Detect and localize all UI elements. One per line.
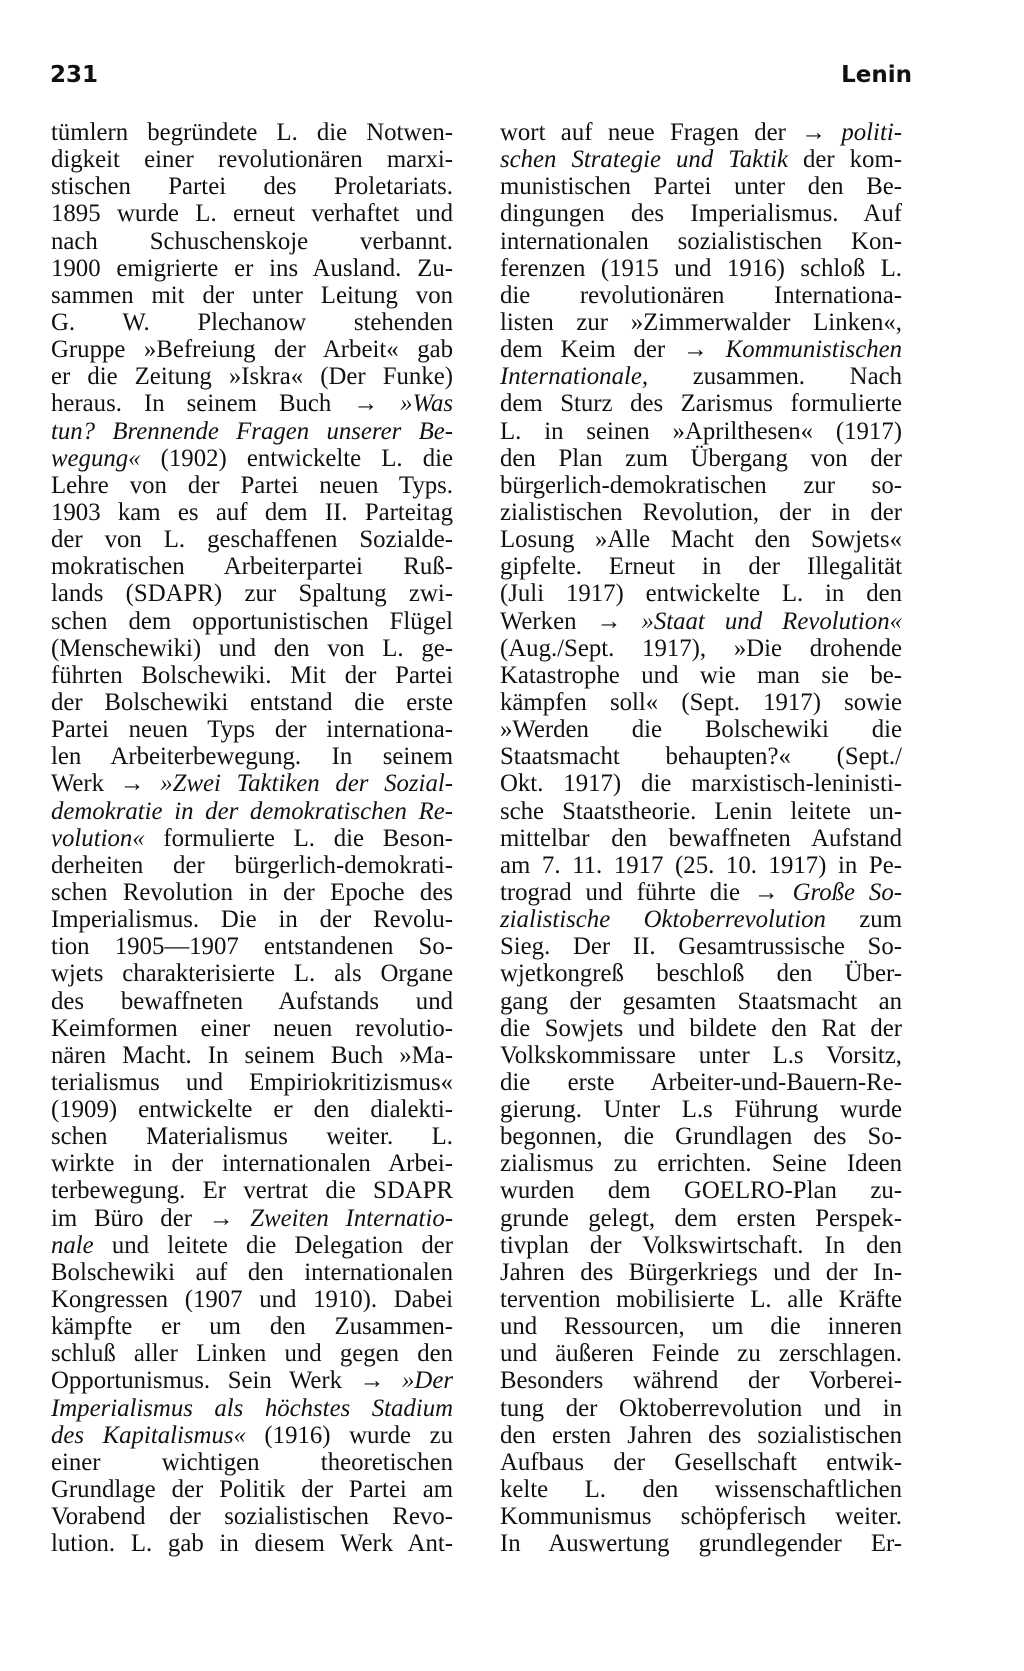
text-run: Katastrophe und wie man sie be- bbox=[500, 661, 902, 689]
text-line bbox=[500, 1367, 902, 1394]
text-line bbox=[51, 526, 453, 553]
text-run: zum bbox=[825, 906, 902, 934]
text-run: (Menschewiki) und den von L. ge- bbox=[51, 634, 453, 662]
text-line bbox=[51, 390, 453, 417]
text-run: Grundlage der Politik der Partei am bbox=[51, 1476, 453, 1504]
text-run: schen Materialismus weiter. L. bbox=[51, 1123, 453, 1151]
text-run: dingungen des Imperialismus. Auf bbox=[500, 200, 902, 228]
italic-run: »Was bbox=[400, 390, 453, 418]
text-run: len Arbeiterbewegung. In seinem bbox=[51, 743, 453, 771]
text-run: 1895 wurde L. erneut verhaftet und bbox=[51, 200, 453, 228]
text-line bbox=[51, 770, 453, 797]
text-line bbox=[500, 879, 902, 906]
text-line bbox=[51, 1367, 453, 1394]
text-run: Lehre von der Partei neuen Typs. bbox=[51, 471, 453, 499]
text-line bbox=[500, 309, 902, 336]
text-line bbox=[51, 1232, 453, 1259]
text-line bbox=[500, 1449, 902, 1476]
text-run: und Ressourcen, um die inneren bbox=[500, 1313, 902, 1341]
text-line bbox=[500, 933, 902, 960]
text-line bbox=[51, 553, 453, 580]
text-line bbox=[51, 1449, 453, 1476]
text-run: In Auswertung grundlegender Er- bbox=[500, 1530, 902, 1558]
text-line bbox=[51, 499, 453, 526]
page-number: 231 bbox=[50, 62, 99, 88]
text-line bbox=[500, 553, 902, 580]
text-run: den Plan zum Übergang von der bbox=[500, 444, 902, 472]
text-line bbox=[500, 852, 902, 879]
text-run: heraus. In seinem Buch → bbox=[51, 390, 401, 418]
text-run: munistischen Partei unter den Be- bbox=[500, 173, 902, 201]
italic-run: tun? Brennende Fragen unserer Be- bbox=[51, 417, 453, 445]
text-run: wjetkongreß beschloß den Über- bbox=[500, 960, 902, 988]
text-line bbox=[500, 1015, 902, 1042]
text-line bbox=[500, 146, 902, 173]
text-column-left bbox=[51, 119, 453, 1557]
text-run: und leitete die Delegation der bbox=[93, 1231, 453, 1259]
text-line bbox=[51, 1286, 453, 1313]
text-line bbox=[500, 228, 902, 255]
text-line bbox=[500, 1286, 902, 1313]
text-run: führten Bolschewiki. Mit der Partei bbox=[51, 661, 453, 689]
text-line bbox=[51, 879, 453, 906]
text-run: die erste Arbeiter-und-Bauern-Re- bbox=[500, 1068, 902, 1096]
text-line bbox=[51, 1150, 453, 1177]
text-run: zusammen. Nach bbox=[648, 363, 902, 391]
text-run: Volkskommissare unter L.s Vorsitz, bbox=[500, 1041, 902, 1069]
page-header bbox=[50, 62, 912, 96]
text-line bbox=[500, 526, 902, 553]
text-run: G. W. Plechanow stehenden bbox=[51, 308, 453, 336]
text-run: begonnen, die Grundlagen des So- bbox=[500, 1123, 902, 1151]
text-run: im Büro der → bbox=[51, 1204, 251, 1232]
text-run: (1916) wurde zu bbox=[245, 1421, 453, 1449]
text-line bbox=[51, 1015, 453, 1042]
text-line bbox=[51, 1476, 453, 1503]
text-run: Kommunismus schöpferisch weiter. bbox=[500, 1503, 902, 1531]
text-run: grunde gelegt, dem ersten Perspek- bbox=[500, 1204, 902, 1232]
text-run: trograd und führte die → bbox=[500, 878, 793, 906]
text-run: zialismus zu errichten. Seine Ideen bbox=[500, 1150, 902, 1178]
text-run: Werken → bbox=[500, 607, 642, 635]
text-line bbox=[51, 608, 453, 635]
text-run: kelte L. den wissenschaftlichen bbox=[500, 1476, 902, 1504]
text-line bbox=[500, 1205, 902, 1232]
text-run: nären Macht. In seinem Buch »Ma- bbox=[51, 1041, 453, 1069]
text-line bbox=[51, 1395, 453, 1422]
text-line bbox=[51, 1503, 453, 1530]
text-run: Gruppe »Befreiung der Arbeit« gab bbox=[51, 336, 453, 364]
text-line bbox=[500, 580, 902, 607]
text-run: schluß aller Linken und gegen den bbox=[51, 1340, 453, 1368]
text-run: Keimformen einer neuen revolutio- bbox=[51, 1014, 453, 1042]
italic-run: wegung« bbox=[51, 444, 141, 472]
text-line bbox=[500, 770, 902, 797]
text-line bbox=[51, 363, 453, 390]
text-line bbox=[51, 418, 453, 445]
italic-run: nale bbox=[51, 1231, 94, 1259]
text-line bbox=[500, 1069, 902, 1096]
text-line bbox=[51, 472, 453, 499]
text-run: Imperialismus. Die in der Revolu- bbox=[51, 906, 453, 934]
text-line bbox=[500, 1422, 902, 1449]
text-line bbox=[51, 255, 453, 282]
text-run: Aufbaus der Gesellschaft entwik- bbox=[500, 1448, 902, 1476]
text-line bbox=[500, 825, 902, 852]
text-line bbox=[51, 282, 453, 309]
text-line bbox=[51, 200, 453, 227]
text-run: (1902) entwickelte L. die bbox=[140, 444, 453, 472]
italic-run: Kommunistischen bbox=[725, 336, 902, 364]
text-line bbox=[500, 445, 902, 472]
italic-run: Imperialismus als höchstes Stadium bbox=[51, 1394, 453, 1422]
text-line bbox=[51, 309, 453, 336]
text-line bbox=[51, 852, 453, 879]
text-run: derheiten der bürgerlich-demokrati- bbox=[51, 851, 453, 879]
text-line bbox=[500, 988, 902, 1015]
text-run: »Werden die Bolschewiki die bbox=[500, 716, 902, 744]
text-run: wort auf neue Fragen der → bbox=[500, 119, 842, 146]
text-line bbox=[500, 1232, 902, 1259]
text-line bbox=[500, 255, 902, 282]
text-run: (1909) entwickelte er den dialekti- bbox=[51, 1096, 453, 1124]
text-run: tung der Oktoberrevolution und in bbox=[500, 1394, 902, 1422]
text-line bbox=[500, 1340, 902, 1367]
text-run: die Sowjets und bildete den Rat der bbox=[500, 1014, 902, 1042]
text-line bbox=[500, 1123, 902, 1150]
text-line bbox=[51, 119, 453, 146]
text-line bbox=[51, 662, 453, 689]
text-run: Sieg. Der II. Gesamtrussische So- bbox=[500, 933, 902, 961]
text-line bbox=[51, 336, 453, 363]
text-run: lution. L. gab in diesem Werk Ant- bbox=[51, 1530, 453, 1558]
text-line bbox=[500, 1503, 902, 1530]
text-run: des bewaffneten Aufstands und bbox=[51, 987, 453, 1015]
italic-run: »Zwei Taktiken der Sozial- bbox=[160, 770, 453, 798]
text-run: lands (SDAPR) zur Spaltung zwi- bbox=[51, 580, 453, 608]
text-line bbox=[500, 119, 902, 146]
text-line bbox=[51, 798, 453, 825]
text-line bbox=[500, 743, 902, 770]
text-run: kämpfte er um den Zusammen- bbox=[51, 1313, 453, 1341]
text-line bbox=[51, 445, 453, 472]
text-line bbox=[51, 173, 453, 200]
text-line bbox=[500, 608, 902, 635]
text-run: gang der gesamten Staatsmacht an bbox=[500, 987, 902, 1015]
italic-run: Zweiten Internatio- bbox=[250, 1204, 453, 1232]
text-run: 1900 emigrierte er ins Ausland. Zu- bbox=[51, 254, 453, 282]
text-run: tivplan der Volkswirtschaft. In den bbox=[500, 1231, 902, 1259]
text-run: zialistischen Revolution, der in der bbox=[500, 498, 902, 526]
text-line bbox=[500, 173, 902, 200]
text-line bbox=[500, 336, 902, 363]
running-head: Lenin bbox=[841, 62, 912, 88]
text-line bbox=[500, 1530, 902, 1557]
text-run: terialismus und Empiriokritizismus« bbox=[51, 1068, 453, 1096]
text-run: nach Schuschenskoje verbannt. bbox=[51, 227, 453, 255]
text-line bbox=[51, 716, 453, 743]
text-line bbox=[500, 418, 902, 445]
italic-run: »Der bbox=[402, 1367, 453, 1395]
text-line bbox=[500, 906, 902, 933]
text-line bbox=[500, 499, 902, 526]
text-run: schen dem opportunistischen Flügel bbox=[51, 607, 453, 635]
text-line bbox=[51, 146, 453, 173]
italic-run: »Staat und Revolution« bbox=[641, 607, 902, 635]
text-run: Kongressen (1907 und 1910). Dabei bbox=[51, 1286, 453, 1314]
text-line bbox=[51, 635, 453, 662]
text-run: ferenzen (1915 und 1916) schloß L. bbox=[500, 254, 902, 282]
text-line bbox=[51, 1177, 453, 1204]
text-line bbox=[500, 1313, 902, 1340]
text-run: Okt. 1917) die marxistisch-leninisti- bbox=[500, 770, 902, 798]
italic-run: des Kapitalismus« bbox=[51, 1421, 246, 1449]
text-run: stischen Partei des Proletariats. bbox=[51, 173, 453, 201]
italic-run: schen Strategie und Taktik bbox=[500, 146, 788, 174]
text-run: dem Sturz des Zarismus formulierte bbox=[500, 390, 902, 418]
text-line bbox=[51, 1205, 453, 1232]
text-run: wurden dem GOELRO-Plan zu- bbox=[500, 1177, 902, 1205]
text-run: listen zur »Zimmerwalder Linken«, bbox=[500, 308, 902, 336]
text-run: Werk → bbox=[51, 770, 161, 798]
text-run: Opportunismus. Sein Werk → bbox=[51, 1367, 403, 1395]
text-run: tümlern begründete L. die Notwen- bbox=[51, 119, 453, 146]
text-line bbox=[51, 743, 453, 770]
text-run: tion 1905—1907 entstandenen So- bbox=[51, 933, 453, 961]
text-line bbox=[51, 1340, 453, 1367]
italic-run: politi- bbox=[841, 119, 902, 146]
text-run: den ersten Jahren des sozialistischen bbox=[500, 1421, 902, 1449]
text-line bbox=[51, 906, 453, 933]
text-line bbox=[51, 960, 453, 987]
text-run: tervention mobilisierte L. alle Kräfte bbox=[500, 1286, 902, 1314]
text-line bbox=[500, 1259, 902, 1286]
text-run: der Bolschewiki entstand die erste bbox=[51, 688, 453, 716]
text-line bbox=[500, 390, 902, 417]
text-line bbox=[500, 1476, 902, 1503]
text-run: Staatsmacht behaupten?« (Sept./ bbox=[500, 743, 902, 771]
text-run: 1903 kam es auf dem II. Parteitag bbox=[51, 498, 453, 526]
text-run: Jahren des Bürgerkriegs und der In- bbox=[500, 1258, 902, 1286]
text-run: internationalen sozialistischen Kon- bbox=[500, 227, 902, 255]
italic-run: Große So- bbox=[792, 878, 902, 906]
text-run: terbewegung. Er vertrat die SDAPR bbox=[51, 1177, 453, 1205]
italic-run: demokratie in der demokratischen Re- bbox=[51, 797, 453, 825]
text-run: schen Revolution in der Epoche des bbox=[51, 878, 453, 906]
text-run: wjets charakterisierte L. als Organe bbox=[51, 960, 453, 988]
text-run: formulierte L. die Beson- bbox=[144, 824, 453, 852]
text-run: Besonders während der Vorberei- bbox=[500, 1367, 902, 1395]
text-line bbox=[500, 1150, 902, 1177]
text-run: wirkte in der internationalen Arbei- bbox=[51, 1150, 453, 1178]
text-run: der von L. geschaffenen Sozialde- bbox=[51, 526, 453, 554]
text-line bbox=[51, 1042, 453, 1069]
text-line bbox=[500, 282, 902, 309]
text-line bbox=[500, 716, 902, 743]
text-line bbox=[51, 1259, 453, 1286]
text-run: und äußeren Feinde zu zerschlagen. bbox=[500, 1340, 902, 1368]
text-run: L. in seinen »Aprilthesen« (1917) bbox=[500, 417, 902, 445]
text-line bbox=[51, 580, 453, 607]
text-line bbox=[51, 689, 453, 716]
italic-run: volution« bbox=[51, 824, 145, 852]
text-line bbox=[51, 1069, 453, 1096]
text-run: Bolschewiki auf den internationalen bbox=[51, 1258, 453, 1286]
text-line bbox=[51, 1422, 453, 1449]
text-run: mittelbar den bewaffneten Aufstand bbox=[500, 824, 902, 852]
text-line bbox=[500, 662, 902, 689]
text-run: bürgerlich-demokratischen zur so- bbox=[500, 471, 902, 499]
text-run: mokratischen Arbeiterpartei Ruß- bbox=[51, 553, 453, 581]
italic-run: zialistische Oktoberrevolution bbox=[500, 906, 826, 934]
text-run: Vorabend der sozialistischen Revo- bbox=[51, 1503, 453, 1531]
italic-run: Internationale, bbox=[500, 363, 649, 391]
text-line bbox=[500, 1096, 902, 1123]
text-line bbox=[500, 1042, 902, 1069]
text-line bbox=[500, 472, 902, 499]
text-run: kämpfen soll« (Sept. 1917) sowie bbox=[500, 688, 902, 716]
text-line bbox=[500, 689, 902, 716]
text-line bbox=[51, 988, 453, 1015]
text-line bbox=[51, 1530, 453, 1557]
text-line bbox=[500, 798, 902, 825]
text-run: die revolutionären Internationa- bbox=[500, 281, 902, 309]
text-line bbox=[51, 228, 453, 255]
text-run: der kom- bbox=[787, 146, 902, 174]
text-line bbox=[51, 1096, 453, 1123]
text-run: am 7. 11. 1917 (25. 10. 1917) in Pe- bbox=[500, 851, 902, 879]
text-line bbox=[500, 1177, 902, 1204]
text-run: sammen mit der unter Leitung von bbox=[51, 281, 453, 309]
text-line bbox=[500, 635, 902, 662]
text-line bbox=[51, 933, 453, 960]
text-line bbox=[51, 825, 453, 852]
text-run: digkeit einer revolutionären marxi- bbox=[51, 146, 453, 174]
text-line bbox=[500, 363, 902, 390]
text-run: gierung. Unter L.s Führung wurde bbox=[500, 1096, 902, 1124]
text-run: sche Staatstheorie. Lenin leitete un- bbox=[500, 797, 902, 825]
text-run: einer wichtigen theoretischen bbox=[51, 1448, 453, 1476]
text-run: dem Keim der → bbox=[500, 336, 726, 364]
text-run: Losung »Alle Macht den Sowjets« bbox=[500, 526, 902, 554]
text-line bbox=[51, 1123, 453, 1150]
text-column-right bbox=[500, 119, 902, 1557]
text-line bbox=[51, 1313, 453, 1340]
text-line bbox=[500, 1395, 902, 1422]
text-run: (Juli 1917) entwickelte L. in den bbox=[500, 580, 902, 608]
text-line bbox=[500, 200, 902, 227]
text-run: gipfelte. Erneut in der Illegalität bbox=[500, 553, 902, 581]
text-run: er die Zeitung »Iskra« (Der Funke) bbox=[51, 363, 453, 391]
text-line bbox=[500, 960, 902, 987]
text-run: Partei neuen Typs der internationa- bbox=[51, 716, 453, 744]
text-run: (Aug./Sept. 1917), »Die drohende bbox=[500, 634, 902, 662]
